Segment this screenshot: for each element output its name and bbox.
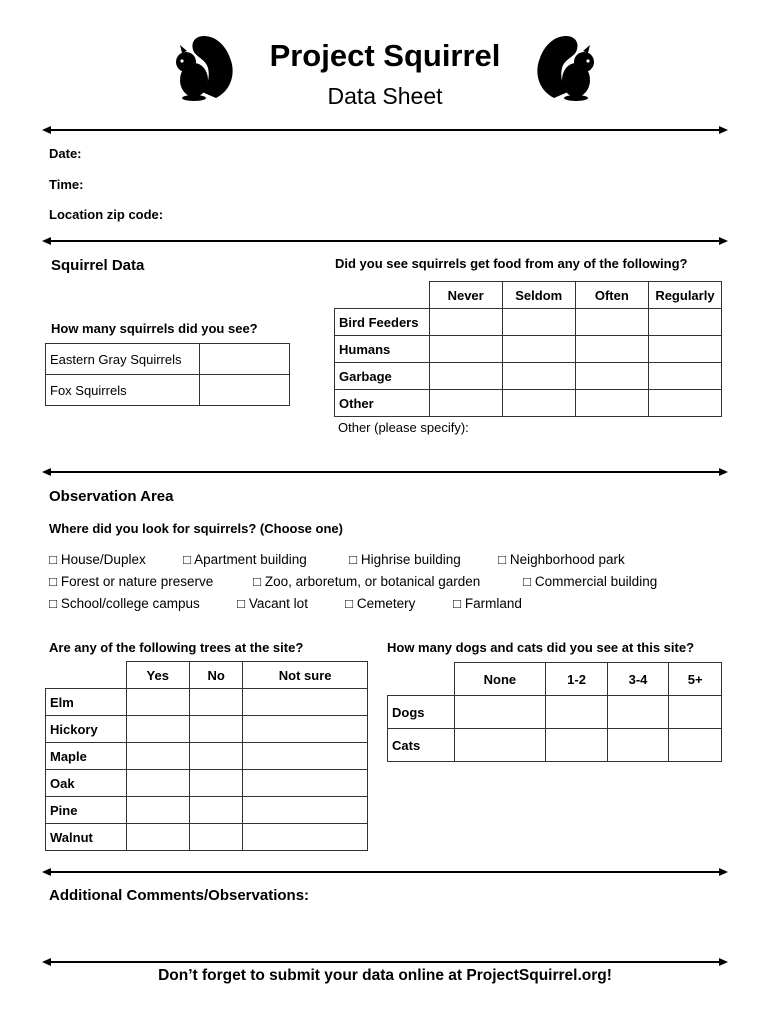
section-heading-observation-area: Observation Area [49,488,174,505]
option-vacant-lot[interactable]: □ Vacant lot [237,596,308,611]
other-specify-label: Other (please specify): [338,420,469,435]
tree-cell[interactable] [126,770,190,797]
divider-arrow [42,467,728,477]
pets-col-header: 1-2 [546,663,607,696]
tree-cell[interactable] [126,824,190,851]
food-cell[interactable] [429,363,502,390]
pets-question: How many dogs and cats did you see at this site? [387,640,695,655]
tree-row-label: Elm [46,689,127,716]
pet-cell[interactable] [607,729,668,762]
tree-cell[interactable] [190,824,243,851]
tree-cell[interactable] [243,743,368,770]
tree-row-label: Pine [46,797,127,824]
comments-area[interactable] [49,910,725,950]
page-title: Project Squirrel [269,38,501,73]
section-heading-squirrel-data: Squirrel Data [51,257,145,274]
tree-row-label: Hickory [46,716,127,743]
tree-cell[interactable] [126,743,190,770]
food-cell[interactable] [502,336,575,363]
squirrel-count-question: How many squirrels did you see? [51,321,258,336]
option-highrise-building[interactable]: □ Highrise building [349,552,461,567]
food-col-header: Never [429,282,502,309]
option-neighborhood-park[interactable]: □ Neighborhood park [498,552,625,567]
option-apartment-building[interactable]: □ Apartment building [183,552,307,567]
food-row-label: Other [335,390,430,417]
tree-cell[interactable] [190,797,243,824]
food-cell[interactable] [648,363,721,390]
pet-row-label: Dogs [388,696,455,729]
trees-question: Are any of the following trees at the site? [49,640,304,655]
location-question: Where did you look for squirrels? (Choose one) [49,521,343,536]
food-cell[interactable] [502,363,575,390]
food-cell[interactable] [648,309,721,336]
food-cell[interactable] [648,336,721,363]
pet-cell[interactable] [546,729,607,762]
pets-col-header: 5+ [669,663,722,696]
option-school-campus[interactable]: □ School/college campus [49,596,200,611]
tree-cell[interactable] [243,770,368,797]
food-cell[interactable] [575,309,648,336]
tree-cell[interactable] [243,797,368,824]
pet-cell[interactable] [454,696,546,729]
option-cemetery[interactable]: □ Cemetery [345,596,416,611]
option-house-duplex[interactable]: □ House/Duplex [49,552,146,567]
date-field[interactable]: Date: [49,146,82,161]
divider-arrow [42,125,728,135]
page-subtitle: Data Sheet [327,83,443,109]
trees-table [45,661,368,851]
food-cell[interactable] [648,390,721,417]
tree-cell[interactable] [243,689,368,716]
pet-cell[interactable] [546,696,607,729]
option-zoo[interactable]: □ Zoo, arboretum, or botanical garden [253,574,481,589]
tree-cell[interactable] [190,743,243,770]
food-row-label: Bird Feeders [335,309,430,336]
trees-col-header: Yes [126,662,190,689]
food-cell[interactable] [429,390,502,417]
tree-cell[interactable] [190,689,243,716]
tree-cell[interactable] [190,770,243,797]
count-cell[interactable] [200,375,290,406]
trees-col-header: Not sure [243,662,368,689]
divider-arrow [42,867,728,877]
tree-cell[interactable] [243,824,368,851]
squirrel-count-table [45,343,290,406]
food-cell[interactable] [575,363,648,390]
footer-reminder: Don’t forget to submit your data online at ProjectSquirrel.org! [158,967,612,984]
pets-table [387,662,722,762]
food-cell[interactable] [502,390,575,417]
food-col-header: Often [575,282,648,309]
tree-cell[interactable] [126,689,190,716]
food-cell[interactable] [429,309,502,336]
pets-col-header: 3-4 [607,663,668,696]
species-label: Eastern Gray Squirrels [46,344,200,375]
food-question: Did you see squirrels get food from any of the following? [335,256,688,271]
tree-row-label: Maple [46,743,127,770]
food-cell[interactable] [429,336,502,363]
count-cell[interactable] [200,344,290,375]
option-farmland[interactable]: □ Farmland [453,596,522,611]
divider-arrow [42,236,728,246]
pet-cell[interactable] [454,729,546,762]
divider-arrow [42,957,728,967]
time-field[interactable]: Time: [49,177,84,192]
food-cell[interactable] [502,309,575,336]
food-col-header: Regularly [648,282,721,309]
pet-cell[interactable] [669,729,722,762]
food-table [334,281,722,417]
zip-field[interactable]: Location zip code: [49,207,164,222]
tree-row-label: Walnut [46,824,127,851]
option-forest[interactable]: □ Forest or nature preserve [49,574,214,589]
tree-cell[interactable] [243,716,368,743]
tree-row-label: Oak [46,770,127,797]
pets-col-header: None [454,663,546,696]
food-cell[interactable] [575,336,648,363]
comments-label: Additional Comments/Observations: [49,887,310,904]
food-row-label: Humans [335,336,430,363]
trees-col-header: No [190,662,243,689]
food-cell[interactable] [575,390,648,417]
option-commercial-building[interactable]: □ Commercial building [523,574,658,589]
tree-cell[interactable] [126,797,190,824]
pet-cell[interactable] [607,696,668,729]
pet-row-label: Cats [388,729,455,762]
food-col-header: Seldom [502,282,575,309]
species-label: Fox Squirrels [46,375,200,406]
tree-cell[interactable] [190,716,243,743]
pet-cell[interactable] [669,696,722,729]
tree-cell[interactable] [126,716,190,743]
food-row-label: Garbage [335,363,430,390]
